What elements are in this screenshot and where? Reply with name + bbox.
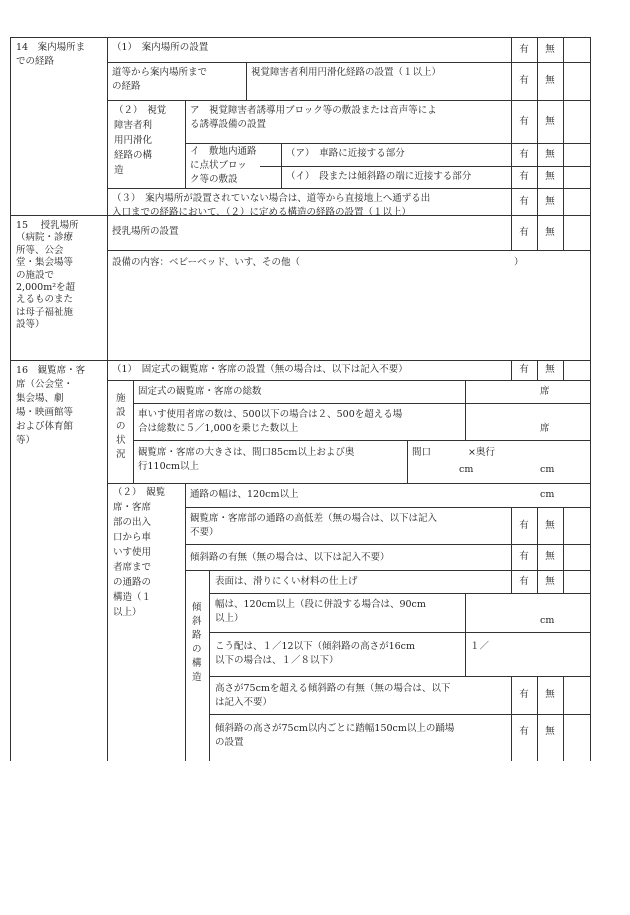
seat-unit: 席 — [540, 386, 550, 397]
yes-option: 有 — [519, 171, 529, 182]
section-15-title: 設等） — [16, 319, 45, 331]
sec16-route-label: 以上） — [113, 607, 142, 618]
no-option: 無 — [545, 726, 555, 737]
table-rule — [107, 37, 108, 761]
cm-unit: cm — [540, 464, 555, 475]
section-16-title: 集会場、劇 — [16, 393, 64, 404]
section-15-title: 所等、公会 — [16, 244, 64, 256]
sec14-i-label: イ 敷地内通路 — [190, 146, 257, 157]
table-rule — [185, 570, 591, 571]
table-rule — [185, 143, 591, 144]
sec16-slope-grade: 以下の場合は、１／８以下） — [215, 655, 339, 666]
sec14-a-text: る誘導設備の設置 — [190, 119, 267, 130]
yes-option: 有 — [519, 551, 529, 562]
sec14-road-label: の経路 — [112, 81, 141, 92]
section-15-title: 2,000m²を超 — [16, 282, 76, 293]
sec16-slope-label: の — [192, 644, 202, 655]
table-rule — [107, 483, 591, 484]
table-rule — [133, 440, 591, 441]
table-rule — [209, 593, 591, 594]
section-15-title: 堂・集会場等 — [16, 257, 74, 269]
sec16-route-label: 者席まで — [113, 562, 152, 573]
sec14-visual-label: 経路の構 — [114, 150, 153, 161]
sec16-route-label: （２） 観覧 — [113, 487, 166, 498]
yes-option: 有 — [519, 726, 529, 737]
sec16-slope-exist: 傾斜路の有無（無の場合は、以下は記入不要） — [190, 552, 390, 563]
table-rule — [185, 507, 591, 508]
table-rule — [209, 714, 591, 715]
sec16-slope-width: 幅は、120cm以上（段に併設する場合は、90cm — [215, 599, 426, 610]
sec16-height-diff: 観覧席・客席部の通路の高低差（無の場合は、以下は記入 — [190, 513, 438, 524]
cm-unit: cm — [540, 489, 555, 500]
no-option: 無 — [545, 116, 555, 127]
sec16-slope-label: 斜 — [192, 616, 202, 627]
sec16-slope-label: 路 — [192, 630, 202, 641]
sec16-slope-label: 構 — [192, 658, 202, 669]
sec16-slope-width: 以上） — [215, 613, 244, 624]
sec16-slope-label: 傾 — [192, 602, 202, 613]
no-option: 無 — [545, 75, 555, 86]
sec16-over75: 高さが75cmを超える傾斜路の有無（無の場合は、以下 — [215, 683, 451, 694]
yes-option: 有 — [519, 44, 529, 55]
sec16-item1-text: （1） 固定式の観覧席・客席の設置（無の場合は、以下は記入不要） — [112, 364, 408, 375]
yes-option: 有 — [519, 364, 529, 375]
sec16-route-label: 口から車 — [113, 532, 152, 543]
sec16-facility-label: 設 — [116, 407, 126, 418]
yes-option: 有 — [519, 116, 529, 127]
no-option: 無 — [545, 551, 555, 562]
section-15-title: 15 授乳場所 — [16, 220, 79, 231]
sec14-item3-text: 入口までの経路において、（２）に定める構造の経路の設置（１以上） — [112, 207, 412, 218]
table-rule — [209, 676, 591, 677]
no-option: 無 — [545, 364, 555, 375]
table-rule — [133, 380, 134, 484]
cm-unit: cm — [459, 464, 474, 475]
section-16-title: 場・映画館等 — [16, 407, 74, 418]
sec16-facility-label: 況 — [116, 449, 126, 460]
no-option: 無 — [545, 520, 555, 531]
sec16-height-diff: 不要） — [190, 527, 219, 538]
no-option: 無 — [545, 44, 555, 55]
sec14-i-sub1: （ア） 車路に近接する部分 — [286, 148, 405, 159]
table-rule — [563, 360, 564, 381]
section-16-title: 席（公会堂・ — [16, 379, 74, 390]
cm-unit: cm — [540, 615, 555, 626]
sec14-item3-text: （３） 案内場所が設置されていない場合は、道等から直接地上へ通ずる出 — [112, 193, 431, 204]
section-15-title: の施設で — [16, 269, 55, 281]
yes-option: 有 — [519, 149, 529, 160]
sec14-visual-label: 造 — [114, 165, 124, 176]
table-rule — [185, 544, 591, 545]
sec16-landing: の設置 — [215, 737, 244, 748]
section-16-title: 16 観覧席・客 — [16, 365, 86, 376]
sec16-frontage-label: 間口 — [412, 447, 432, 458]
table-rule — [10, 215, 11, 361]
no-option: 無 — [545, 149, 555, 160]
yes-option: 有 — [519, 689, 529, 700]
sec16-over75: は記入不要） — [215, 697, 273, 708]
table-rule — [407, 440, 408, 484]
table-rule — [465, 593, 466, 677]
sec14-visual-label: （２） 視覚 — [114, 105, 167, 116]
sec16-route-label: 部の出入 — [113, 517, 152, 528]
table-rule — [107, 62, 591, 63]
sec14-i-sub2: （イ） 段または傾斜路の端に近接する部分 — [286, 171, 472, 182]
section-15-title: は母子福祉施 — [16, 306, 74, 318]
sec16-size-text: 行110cm以上 — [138, 461, 199, 472]
sec16-size-text: 観覧席・客席の大きさは、間口85cm以上および奥 — [138, 447, 355, 458]
sec16-facility-label: 施 — [116, 393, 126, 404]
sec16-wheelchair-text: 車いす使用者席の数は、500以下の場合は２、500を超える場 — [138, 409, 403, 420]
yes-option: 有 — [519, 227, 529, 238]
table-rule — [209, 570, 210, 761]
section-16-title: および体育館 — [16, 421, 74, 432]
table-rule — [107, 100, 591, 101]
sec16-wheelchair-text: 合は総数に５／1,000を乗じた数以上 — [138, 423, 299, 434]
section-14-title: での経路 — [16, 56, 55, 67]
table-rule — [246, 62, 247, 101]
table-rule — [107, 188, 591, 189]
sec15-equip-close: ） — [514, 257, 524, 268]
yes-option: 有 — [519, 196, 529, 207]
section-16-title: 等） — [16, 435, 36, 446]
yes-option: 有 — [519, 520, 529, 531]
sec14-road-item: 視覚障害者利用円滑化経路の設置（１以上） — [251, 67, 442, 78]
table-rule — [107, 250, 591, 251]
sec14-i-label: に点状ブロッ — [190, 160, 247, 171]
sec16-slope-grade: こう配は、１／12以下（傾斜路の高さが16cm — [215, 641, 416, 652]
table-rule — [260, 166, 591, 167]
sec14-i-label: ク等の敷設 — [190, 174, 238, 185]
table-rule — [563, 215, 564, 251]
table-rule — [563, 570, 564, 594]
sec16-total-seats: 固定式の観覧席・客席の総数 — [138, 386, 262, 397]
sec16-route-label: いす使用 — [113, 547, 152, 558]
sec15-item-text: 授乳場所の設置 — [112, 226, 179, 237]
sec14-item1-text: （1） 案内場所の設置 — [112, 42, 209, 53]
sec16-route-label: の通路の — [113, 577, 152, 588]
sec14-a-text: ア 視覚障害者誘導用ブロック等の敷設または音声等によ — [190, 105, 437, 116]
sec16-slope-label: 造 — [192, 672, 202, 683]
no-option: 無 — [545, 689, 555, 700]
sec16-passage-width: 通路の幅は、120cm以上 — [190, 489, 299, 500]
yes-option: 有 — [519, 75, 529, 86]
section-15-title: （病院・診療 — [16, 232, 74, 244]
table-rule — [563, 37, 564, 216]
table-rule — [10, 37, 591, 38]
table-rule — [465, 380, 466, 441]
sec16-slope-surface: 表面は、滑りにくい材料の仕上げ — [215, 576, 358, 587]
table-rule — [10, 360, 591, 361]
sec14-visual-label: 用円滑化 — [114, 135, 153, 146]
no-option: 無 — [545, 576, 555, 587]
sec14-visual-label: 障害者利 — [114, 120, 153, 131]
no-option: 無 — [545, 171, 555, 182]
table-rule — [563, 507, 564, 571]
sec16-grade-value: １／ — [470, 641, 490, 652]
sec14-road-label: 道等から案内場所まで — [112, 67, 208, 78]
table-rule — [281, 143, 282, 189]
section-15-title: えるものまた — [16, 294, 74, 306]
sec16-facility-label: の — [116, 421, 126, 432]
table-rule — [133, 403, 591, 404]
table-rule — [209, 632, 591, 633]
seat-unit: 席 — [540, 423, 550, 434]
table-rule — [590, 37, 591, 761]
sec15-equip-text: 設備の内容：ベビーベッド、いす、その他（ — [112, 257, 301, 268]
sec16-landing: 傾斜路の高さが75cm以内ごとに踏幅150cm以上の踊場 — [215, 723, 455, 734]
sec16-facility-label: 状 — [116, 435, 126, 446]
sec16-depth-label: ×奥行 — [468, 447, 495, 458]
no-option: 無 — [545, 227, 555, 238]
table-rule — [10, 37, 11, 761]
section-14-title: 14 案内場所ま — [16, 42, 86, 53]
sec16-route-label: 席・客席 — [113, 502, 152, 513]
table-rule — [563, 676, 564, 761]
table-rule — [185, 483, 186, 761]
sec16-route-label: 構造（１ — [113, 592, 152, 603]
table-rule — [107, 380, 591, 381]
yes-option: 有 — [519, 576, 529, 587]
no-option: 無 — [545, 196, 555, 207]
table-rule — [185, 100, 186, 189]
